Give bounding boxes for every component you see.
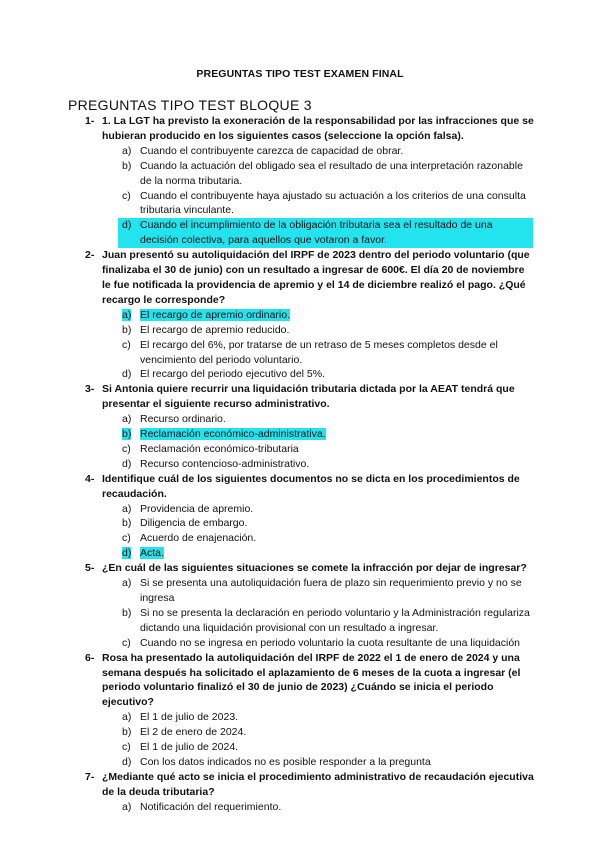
option-letter: a) [122,413,132,426]
option-a-highlighted [0,308,600,323]
question-4 [0,472,600,561]
option-b [0,159,600,189]
option-text: Si no se presenta la declaración en periodo voluntario y la Administración regulariza dictando una liquidación provisional con un resultado a ingresar. [140,606,530,634]
question-1 [0,114,600,248]
option-text-span: Acta. [140,547,164,560]
question-text: Si Antonia quiere recurrir una liquidación tributaria dictada por la AEAT tendrá que presentar el siguiente recurso administrativo. [102,383,515,411]
option-b [0,323,600,338]
option-text: El recargo del periodo ejecutivo del 5%. [140,368,326,381]
option-letter: d) [122,368,132,381]
option-c [0,740,600,755]
option-letter: d) [122,457,132,470]
option-letter: c) [122,338,131,351]
option-b [0,725,600,740]
option-text: Diligencia de embargo. [140,517,248,530]
option-a [0,502,600,517]
option-a [0,710,600,725]
option-b-highlighted [0,427,600,442]
option-letter: c) [122,189,131,202]
option-text [140,308,532,323]
option-text: Cuando el incumplimiento de la obligación tributaria sea el resultado de una decisión colectiva, para aquellos que votaron a favor. [140,219,493,247]
option-letter: c) [122,442,131,455]
option-d [0,755,600,770]
question-text: ¿En cuál de las siguientes situaciones se comete la infracción por dejar de ingresar? [102,562,527,575]
option-letter-text: b) [122,428,132,441]
question-number: 7- [85,770,95,783]
option-c [0,442,600,457]
option-text: El 1 de julio de 2024. [140,741,239,754]
option-letter: c) [122,532,131,545]
option-text: Providencia de apremio. [140,502,254,515]
option-text [140,427,532,442]
option-a [0,800,600,815]
option-letter: a) [122,144,132,157]
question-list [0,114,600,815]
option-text: Recurso ordinario. [140,413,226,426]
question-number: 1- [85,115,95,127]
option-letter: a) [122,502,132,515]
option-letter: d) [122,219,132,232]
question-text: 1. La LGT ha previsto la exoneración de la responsabilidad por las infracciones que se hubieran producido en los siguientes casos (seleccione la opción falsa). [102,115,534,142]
question-number: 5- [85,562,95,575]
option-b [0,606,600,636]
option-letter [122,546,131,561]
option-c [0,189,600,219]
option-letter [122,427,131,442]
block-heading: PREGUNTAS TIPO TEST BLOQUE 3 [68,97,312,113]
option-c [0,531,600,546]
option-text: Si se presenta una autoliquidación fuera de plazo sin requerimiento previo y no se ingresa [140,577,522,604]
option-text: Recurso contencioso-administrativo. [140,457,310,470]
option-letter-text: a) [122,308,132,321]
option-text [140,546,532,561]
option-text: Cuando la actuación del obligado sea el resultado de una interpretación razonable de la norma tributaria. [140,159,523,187]
option-letter: c) [122,636,131,649]
option-letter: b) [122,606,132,619]
option-d-highlighted [0,546,600,561]
question-number: 3- [85,383,95,396]
question-text: Rosa ha presentado la autoliquidación del IRPF de 2022 el 1 de enero de 2024 y una semana después ha solicitado el aplazamiento de 6 meses de la cuota a ingresar (el periodo voluntario finalizó el 30 de junio de 2023) ¿Cuándo se inicia el periodo ejecutivo? [102,651,521,709]
option-text: Reclamación económico-tributaria [140,442,299,455]
option-letter: a) [122,800,132,813]
question-6 [0,651,600,770]
option-letter: b) [122,323,132,336]
option-letter: b) [122,517,132,530]
question-text: Juan presentó su autoliquidación del IRPF de 2023 dentro del periodo voluntario (que finalizaba el 30 de junio) con un resultado a ingresar de 600€. El día 20 de noviembre le fue notificada la providencia de apremio y el 14 de diciembre realizó el pago. ¿Qué recargo le corresponde? [102,249,530,306]
document-title: PREGUNTAS TIPO TEST EXAMEN FINAL [196,68,404,80]
option-letter: b) [122,726,132,739]
option-text: Acuerdo de enajenación. [140,532,257,545]
option-a [0,144,600,159]
question-3 [0,382,600,471]
option-letter: c) [122,741,131,754]
option-letter: b) [122,159,132,172]
option-letter [122,308,131,323]
option-d [0,367,600,382]
option-text: El 2 de enero de 2024. [140,726,247,739]
option-letter: a) [122,711,132,724]
question-5 [0,561,600,650]
option-a [0,576,600,606]
option-text: El recargo de apremio reducido. [140,323,290,336]
option-text: Cuando no se ingresa en periodo voluntario la cuota resultante de una liquidación [140,636,521,649]
option-a [0,412,600,427]
option-d-highlighted [118,218,533,248]
option-c [0,636,600,651]
option-text: El recargo del 6%, por tratarse de un retraso de 5 meses completos desde el vencimiento del periodo voluntario. [140,338,498,366]
option-letter: d) [122,755,132,768]
option-letter-text: d) [122,547,132,560]
option-d [0,457,600,472]
question-7 [0,770,600,815]
option-text: Con los datos indicados no es posible responder a la pregunta [140,755,431,768]
option-text: El 1 de julio de 2023. [140,711,239,724]
question-number: 2- [85,249,95,262]
question-text: ¿Mediante qué acto se inicia el procedimiento administrativo de recaudación ejecutiva de la deuda tributaria? [102,770,534,798]
question-2 [0,248,600,382]
question-text: Identifique cuál de los siguientes documentos no se dicta en los procedimientos de recaudación. [102,472,520,500]
option-text: Cuando el contribuyente carezca de capacidad de obrar. [140,144,404,157]
option-c [0,338,600,368]
option-text-span: El recargo de apremio ordinario. [140,308,290,321]
option-text: Notificación del requerimiento. [140,800,282,813]
option-text: Cuando el contribuyente haya ajustado su actuación a los criterios de una consulta tributaria vinculante. [140,189,526,217]
question-number: 6- [85,651,95,664]
option-text-span: Reclamación económico-administrativa. [140,428,326,441]
option-b [0,516,600,531]
option-letter: a) [122,577,132,590]
question-number: 4- [85,472,95,485]
